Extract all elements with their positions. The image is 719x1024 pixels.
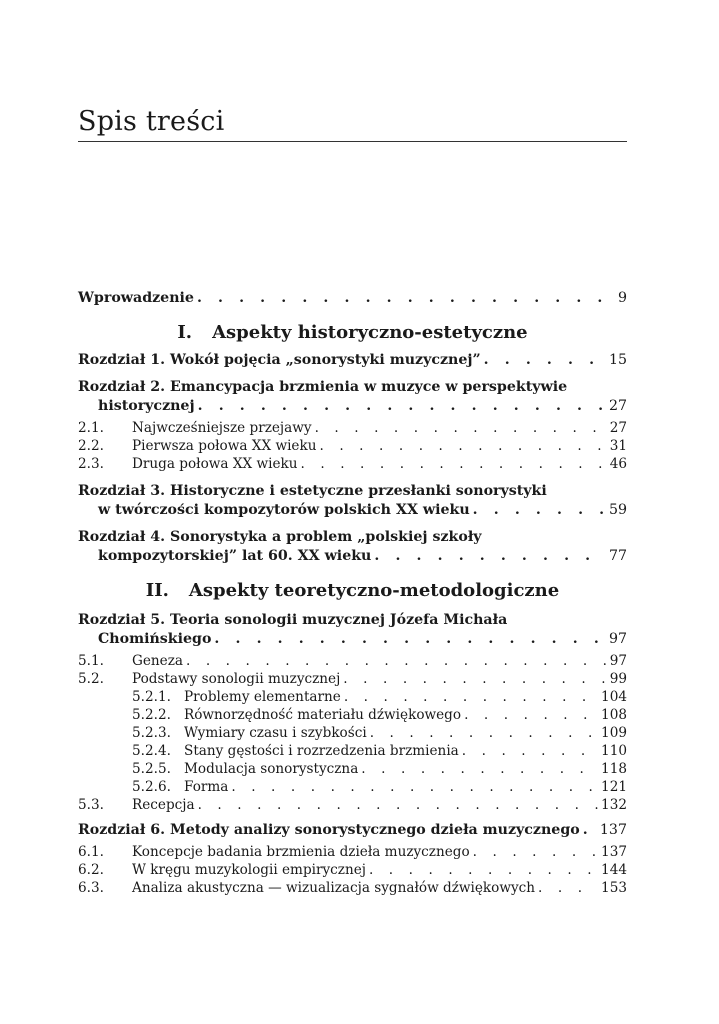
toc-subsection-number: 5.2.2. [132, 707, 171, 723]
toc-chapter-title-cont: Chomińskiego [98, 631, 212, 647]
leader-dots [198, 398, 606, 414]
toc-chapter-title-cont: w twórczości kompozytorów polskich XX wieku [98, 502, 470, 518]
leader-dots [361, 761, 598, 777]
toc-page-number: 104 [601, 689, 627, 705]
leader-dots [484, 352, 606, 368]
page-title: Spis treści [78, 106, 225, 137]
leader-dots [344, 689, 598, 705]
leader-dots [583, 822, 597, 838]
toc-chapter-title-cont: historycznej [98, 398, 195, 414]
toc-section-5-2[interactable] [78, 671, 627, 687]
toc-subsection-label: Problemy elementarne [184, 689, 341, 705]
part-roman-numeral: I. [177, 322, 193, 343]
toc-subsection-5-2-6[interactable] [78, 779, 627, 795]
toc-section-label: Recepcja [132, 797, 195, 813]
toc-section-label: W kręgu muzykologii empirycznej [132, 862, 366, 878]
toc-subsection-5-2-3[interactable] [78, 725, 627, 741]
toc-page-number: 97 [609, 653, 627, 669]
leader-dots [319, 438, 606, 454]
toc-section-number: 2.3. [78, 456, 104, 472]
toc-chapter-5[interactable] [78, 610, 627, 647]
leader-dots [231, 779, 598, 795]
toc-page-number: 109 [601, 725, 627, 741]
toc-subsection-5-2-5[interactable] [78, 761, 627, 777]
toc-section-5-1[interactable] [78, 653, 627, 669]
toc-chapter-6[interactable] [78, 822, 627, 838]
toc-section-label: Pierwsza połowa XX wieku [132, 438, 317, 454]
toc-page-number: 153 [601, 880, 627, 896]
part-title: Aspekty historyczno-estetyczne [212, 322, 528, 343]
leader-dots [462, 743, 598, 759]
toc-chapter-2[interactable] [78, 377, 627, 414]
toc-chapter-4[interactable] [78, 527, 627, 564]
toc-section-label: Najwcześniejsze przejawy [132, 420, 312, 436]
leader-dots [370, 725, 598, 741]
toc-chapter-title: Rozdział 6. Metody analizy sonorystycznego dzieła muzycznego [78, 822, 580, 838]
toc-chapter-title: Rozdział 5. Teoria sonologii muzycznej Józefa Michała [78, 612, 508, 628]
leader-dots [369, 862, 598, 878]
toc-section-2-3[interactable] [78, 456, 627, 472]
toc-section-2-2[interactable] [78, 438, 627, 454]
toc-section-label: Geneza [132, 653, 183, 669]
toc-subsection-5-2-4[interactable] [78, 743, 627, 759]
toc-section-label: Koncepcje badania brzmienia dzieła muzycznego [132, 844, 470, 860]
toc-page-number: 59 [608, 502, 627, 518]
toc-page-number: 121 [601, 779, 627, 795]
toc-page-number: 99 [609, 671, 627, 687]
toc-subsection-label: Forma [184, 779, 229, 795]
leader-dots [197, 290, 615, 306]
toc-page-number: 137 [599, 822, 627, 838]
toc-chapter-title: Rozdział 4. Sonorystyka a problem „polskiej szkoły [78, 529, 482, 545]
toc-page-number: 27 [608, 398, 627, 414]
toc-section-number: 2.2. [78, 438, 104, 454]
toc-subsection-number: 5.2.1. [132, 689, 171, 705]
leader-dots [473, 502, 606, 518]
part-roman-numeral: II. [145, 580, 169, 601]
toc-subsection-label: Stany gęstości i rozrzedzenia brzmienia [184, 743, 459, 759]
leader-dots [473, 844, 598, 860]
toc-page-number: 46 [609, 456, 627, 472]
toc-entry-intro[interactable] [78, 290, 627, 306]
toc-chapter-1[interactable] [78, 352, 627, 368]
toc-page-number: 110 [601, 743, 627, 759]
leader-dots [464, 707, 598, 723]
toc-chapter-title: Rozdział 1. Wokół pojęcia „sonorystyki muzycznej” [78, 352, 481, 368]
leader-dots [301, 456, 607, 472]
toc-section-number: 6.2. [78, 862, 104, 878]
part-heading-2 [78, 580, 627, 601]
toc-page-number: 118 [601, 761, 627, 777]
toc-entry-label: Wprowadzenie [78, 290, 194, 306]
toc-section-number: 6.1. [78, 844, 104, 860]
toc-chapter-3[interactable] [78, 481, 627, 518]
toc-page-number: 137 [601, 844, 627, 860]
toc-section-number: 5.2. [78, 671, 104, 687]
toc-section-2-1[interactable] [78, 420, 627, 436]
toc-page-number: 144 [601, 862, 627, 878]
toc-subsection-5-2-2[interactable] [78, 707, 627, 723]
table-of-contents [78, 290, 627, 896]
leader-dots [198, 797, 598, 813]
toc-subsection-number: 5.2.6. [132, 779, 171, 795]
toc-subsection-5-2-1[interactable] [78, 689, 627, 705]
part-heading-1 [78, 322, 627, 343]
leader-dots [374, 548, 606, 564]
toc-subsection-label: Modulacja sonorystyczna [184, 761, 359, 777]
toc-section-number: 5.3. [78, 797, 104, 813]
toc-subsection-number: 5.2.3. [132, 725, 171, 741]
toc-page-number: 132 [601, 797, 627, 813]
toc-section-label: Podstawy sonologii muzycznej [132, 671, 341, 687]
toc-page-number: 77 [608, 548, 627, 564]
leader-dots [538, 880, 598, 896]
leader-dots [315, 420, 607, 436]
toc-page-number: 31 [609, 438, 627, 454]
toc-page-number: 108 [601, 707, 627, 723]
title-rule [78, 141, 627, 142]
leader-dots [186, 653, 607, 669]
toc-chapter-title: Rozdział 3. Historyczne i estetyczne przesłanki sonorystyki [78, 483, 547, 499]
toc-page-number: 97 [608, 631, 627, 647]
toc-section-label: Analiza akustyczna — wizualizacja sygnałów dźwiękowych [132, 880, 536, 896]
toc-subsection-number: 5.2.4. [132, 743, 171, 759]
part-title: Aspekty teoretyczno-metodologiczne [188, 580, 560, 601]
toc-page-number: 27 [609, 420, 627, 436]
toc-page-number: 15 [608, 352, 627, 368]
toc-subsection-label: Równorzędność materiału dźwiękowego [184, 707, 462, 723]
toc-chapter-title: Rozdział 2. Emancypacja brzmienia w muzyce w perspektywie [78, 379, 568, 395]
leader-dots [343, 671, 606, 687]
leader-dots [214, 631, 606, 647]
toc-section-number: 2.1. [78, 420, 104, 436]
toc-section-6-3[interactable] [78, 880, 627, 896]
toc-section-5-3[interactable] [78, 797, 627, 813]
toc-section-number: 6.3. [78, 880, 104, 896]
toc-section-6-2[interactable] [78, 862, 627, 878]
toc-section-number: 5.1. [78, 653, 104, 669]
toc-section-label: Druga połowa XX wieku [132, 456, 298, 472]
toc-subsection-number: 5.2.5. [132, 761, 171, 777]
toc-subsection-label: Wymiary czasu i szybkości [184, 725, 367, 741]
toc-chapter-title-cont: kompozytorskiej” lat 60. XX wieku [98, 548, 372, 564]
toc-page-number: 9 [617, 290, 627, 306]
toc-section-6-1[interactable] [78, 844, 627, 860]
